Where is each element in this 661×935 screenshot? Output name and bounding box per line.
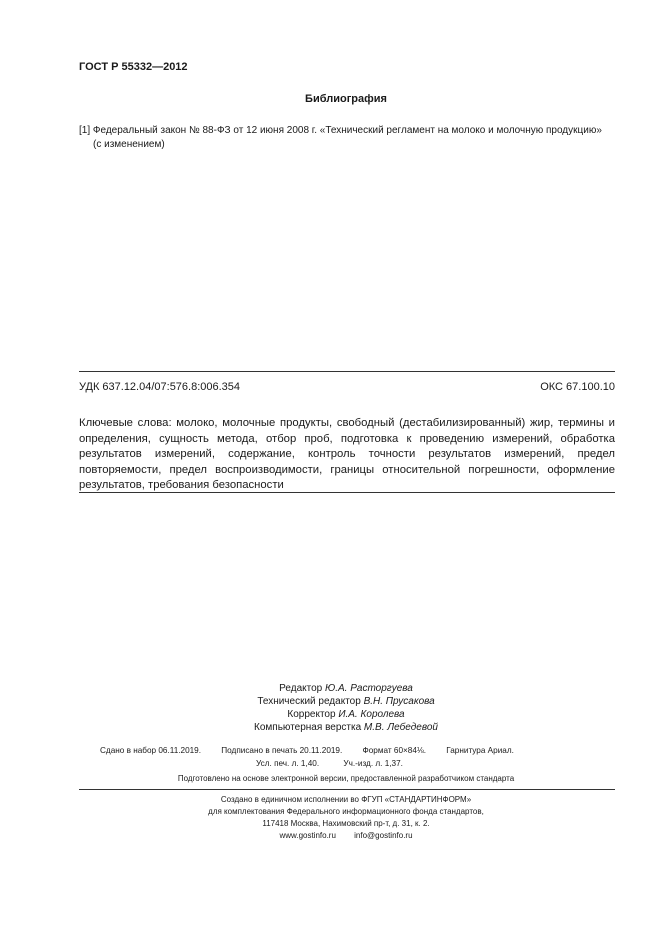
print-info-row2 [100, 758, 532, 771]
bibliography-text-line2: (с изменением) [93, 138, 165, 150]
credit-corrector [0, 708, 661, 721]
bibliography-marker: [1] [79, 125, 91, 136]
print-submitted: Сдано в набор 06.11.2019. [100, 746, 202, 755]
print-format: Формат 60×84⅛. [362, 746, 426, 755]
oks-code: ОКС 67.100.10 [540, 381, 615, 393]
print-pub-sheets: Уч.-изд. л. 1,37. [343, 758, 403, 768]
udk-code: УДК 637.12.04/07:576.8:006.354 [79, 381, 241, 393]
publisher-email-link[interactable]: info@gostinfo.ru [354, 831, 413, 840]
publisher-website-link[interactable]: www.gostinfo.ru [279, 831, 336, 840]
divider-top [79, 371, 615, 372]
keywords-paragraph: Ключевые слова: молоко, молочные продукты, свободный (дестабилизированный) жир, термины и определения, сущность метода, отбор проб, подготовка к проведению измерений, обработка результатов измерений, содержание, контроль точности результатов измерений, предел повторяемости, предел воспроизводимости, границы относительной погрешности, оформление результатов, требования безопасности [79, 417, 615, 491]
document-code: ГОСТ Р 55332—2012 [79, 61, 188, 73]
publisher-links [0, 830, 661, 842]
bibliography-text-line1: Федеральный закон № 88-ФЗ от 12 июня 2008 г. «Технический регламент на молоко и молочную продукцию» [92, 125, 602, 136]
credits-block [0, 682, 661, 734]
publisher-block [0, 794, 661, 842]
credit-corrector-name: И.А. Королева [338, 709, 405, 720]
print-info-row1 [100, 745, 532, 758]
credit-tech-editor-name: В.Н. Прусакова [363, 696, 435, 707]
publisher-address: 117418 Москва, Нахимовский пр-т, д. 31, к. 2. [262, 819, 430, 828]
bibliography-title: Библиография [305, 93, 387, 105]
publisher-line2: для комплектования Федерального информационного фонда стандартов, [208, 807, 484, 816]
credit-editor-name: Ю.А. Расторгуева [324, 683, 413, 694]
print-info [100, 745, 532, 770]
credit-layout-label: Компьютерная верстка [254, 722, 362, 733]
bibliography-entry [79, 124, 619, 151]
divider-imprint [79, 789, 615, 790]
divider-keywords [79, 492, 615, 493]
prepared-note: Подготовлено на основе электронной версии, предоставленной разработчиком стандарта [177, 774, 515, 783]
print-sheets: Усл. печ. л. 1,40. [256, 758, 320, 768]
print-typeface: Гарнитура Ариал. [446, 746, 514, 755]
credit-editor [0, 682, 661, 695]
credit-layout [0, 721, 661, 734]
credit-tech-editor [0, 695, 661, 708]
print-signed: Подписано в печать 20.11.2019. [221, 746, 343, 755]
credit-editor-label: Редактор [279, 683, 323, 694]
publisher-line1: Создано в единичном исполнении во ФГУП «СТАНДАРТИНФОРМ» [220, 795, 472, 804]
credit-tech-editor-label: Технический редактор [257, 696, 361, 707]
credit-corrector-label: Корректор [287, 709, 336, 720]
credit-layout-name: М.В. Лебедевой [363, 722, 438, 733]
